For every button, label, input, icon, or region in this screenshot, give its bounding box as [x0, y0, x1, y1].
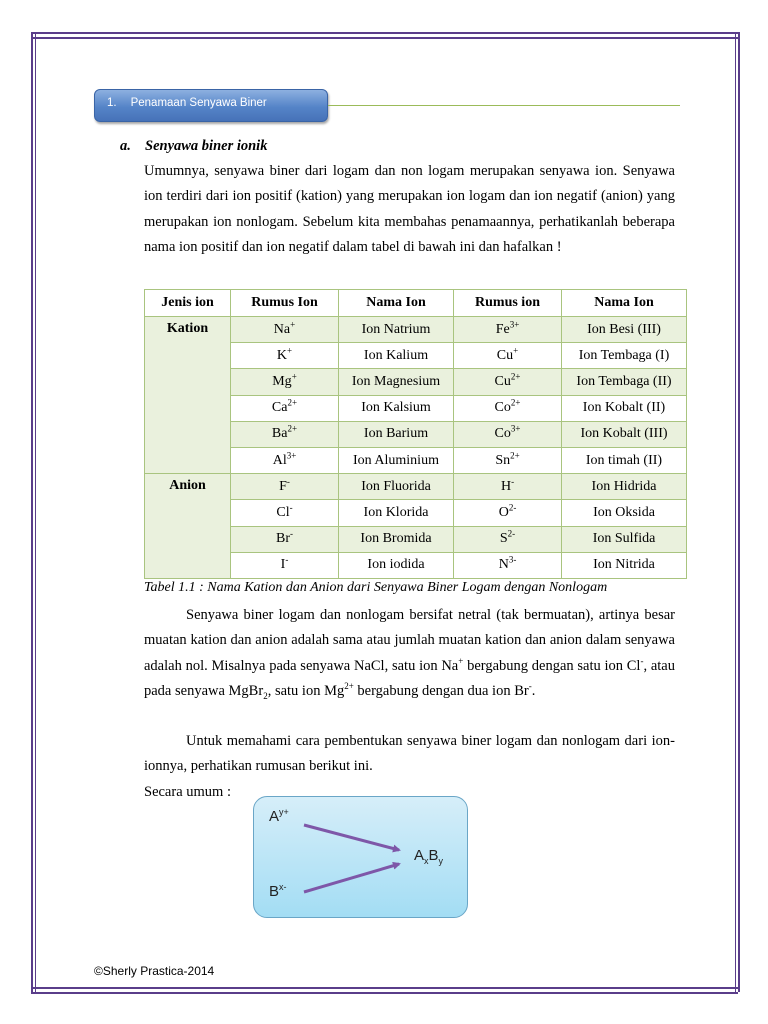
ion-charge: 2+ — [287, 397, 298, 408]
ion-charge: 2- — [507, 528, 516, 539]
ion-symbol: Br — [276, 531, 290, 547]
ion-symbol: Mg — [272, 373, 292, 389]
cation-symbol: A — [269, 808, 280, 825]
ion-formula — [454, 552, 562, 578]
ion-charge: 3+ — [510, 423, 521, 434]
ion-charge: 2- — [508, 502, 517, 513]
charge-sup: 2+ — [344, 681, 354, 692]
para-text: . — [531, 682, 536, 699]
ion-formula — [454, 343, 562, 369]
ion-name: Ion Besi (III) — [562, 317, 687, 343]
footer-copyright: ©Sherly Prastica-2014 — [94, 964, 215, 978]
ion-table-body — [145, 317, 687, 579]
para-text: , atau pada senyawa MgBr — [144, 657, 675, 699]
ion-name: Ion Tembaga (I) — [562, 343, 687, 369]
formation-paragraph: Untuk memahami cara pembentukan senyawa biner logam dan nonlogam dari ion-ionnya, perhatikan rumusan berikut ini. — [144, 733, 675, 775]
ion-name: Ion Natrium — [339, 317, 454, 343]
ion-name: Ion Hidrida — [562, 474, 687, 500]
section-title: Penamaan Senyawa Biner — [130, 97, 267, 109]
ion-group-label: Anion — [145, 474, 231, 579]
ion-charge: + — [290, 318, 296, 329]
ion-charge: 3+ — [286, 449, 297, 460]
ion-charge: - — [511, 476, 515, 487]
ion-formula — [231, 552, 339, 578]
ion-symbol: K — [276, 347, 288, 363]
table-header-row — [145, 290, 687, 317]
ion-name: Ion Klorida — [339, 500, 454, 526]
table-header: Rumus ion — [454, 290, 562, 317]
ion-group-label: Kation — [145, 317, 231, 474]
charge-sup: + — [458, 655, 464, 666]
section-rule — [328, 105, 680, 106]
section-heading — [94, 89, 328, 122]
ion-symbol: S — [499, 531, 508, 547]
ion-formula — [231, 474, 339, 500]
ion-formula — [454, 395, 562, 421]
product-b: B — [428, 847, 439, 864]
para-text: Senyawa biner logam dan nonlogam bersifat netral (tak bermuatan), artinya besar muatan kation dan anion adalah sama atau jumlah muatan kation dan anion dalam senyawa adalah nol. Misalnya pada senyawa NaCl, satu ion Na — [144, 607, 675, 674]
page-border-top — [31, 32, 738, 39]
ion-formula — [231, 343, 339, 369]
table-header: Nama Ion — [562, 290, 687, 317]
cation-label — [269, 808, 289, 825]
ion-formula — [231, 447, 339, 473]
subsection-label: a. — [120, 138, 131, 154]
charge-sup: - — [640, 655, 644, 666]
ion-charge: 3+ — [509, 318, 520, 329]
ion-charge: 2+ — [510, 371, 521, 382]
product-a-sub: x — [424, 856, 429, 866]
product-a: A — [414, 847, 425, 864]
table-caption: Tabel 1.1 : Nama Kation dan Anion dari Senyawa Biner Logam dengan Nonlogam — [144, 580, 608, 595]
table-header: Nama Ion — [339, 290, 454, 317]
ion-charge: 2+ — [510, 449, 520, 460]
formula-box — [253, 796, 468, 918]
subsection-title: Senyawa biner ionik — [145, 138, 268, 154]
ion-charge: - — [290, 528, 293, 539]
ion-symbol: O — [498, 504, 509, 520]
ion-formula — [454, 369, 562, 395]
product-b-sub: y — [438, 856, 444, 866]
ion-name: Ion timah (II) — [562, 447, 687, 473]
ion-name: Ion Sulfida — [562, 526, 687, 552]
ion-charge: - — [285, 554, 289, 565]
ion-formula — [454, 500, 562, 526]
intro-paragraph: Umumnya, senyawa biner dari logam dan non logam merupakan senyawa ion. Senyawa ion terdiri dari ion positif (kation) yang merupakan ion logam dan ion negatif (anion) yang merupakan ion nonlogam. Sebelum kita membahas penamaannya, perhatikanlah beberapa nama ion positif dan ion negatif dalam tabel di bawah ini dan hafalkan ! — [144, 163, 675, 255]
ion-name: Ion Oksida — [562, 500, 687, 526]
ion-symbol: F — [279, 478, 287, 494]
neutrality-paragraph — [144, 603, 675, 704]
page-border-bottom — [31, 987, 738, 994]
product-label — [414, 847, 443, 864]
ion-name: Ion Bromida — [339, 526, 454, 552]
ion-name: Ion Nitrida — [562, 552, 687, 578]
para-text: bergabung dengan dua ion Br — [353, 682, 529, 699]
table-header: Jenis ion — [145, 290, 231, 317]
ion-charge: 2+ — [287, 423, 298, 434]
ion-charge: - — [286, 476, 290, 487]
charge-sup: - — [528, 681, 532, 692]
ion-formula — [231, 369, 339, 395]
ion-name: Ion Kobalt (III) — [562, 421, 687, 447]
ion-symbol: Co — [494, 400, 511, 416]
page-border-left — [31, 32, 36, 992]
subsection-heading — [120, 138, 267, 155]
ion-charge: + — [287, 345, 293, 356]
ion-name: Ion iodida — [339, 552, 454, 578]
ion-charge: - — [289, 502, 293, 513]
ion-symbol: Al — [272, 452, 287, 468]
ion-table — [144, 289, 687, 579]
ion-name: Ion Kalsium — [339, 395, 454, 421]
ion-symbol: Fe — [495, 321, 510, 337]
ion-formula — [231, 317, 339, 343]
ion-symbol: N — [498, 557, 509, 573]
table-row — [145, 474, 687, 500]
ion-symbol: Cu — [494, 373, 511, 389]
ion-name: Ion Magnesium — [339, 369, 454, 395]
ion-name: Ion Tembaga (II) — [562, 369, 687, 395]
section-number: 1. — [107, 97, 117, 109]
ion-charge: 2+ — [510, 397, 521, 408]
ion-name: Ion Aluminium — [339, 447, 454, 473]
ion-symbol: Cl — [276, 504, 290, 520]
anion-label — [269, 883, 287, 900]
para-text: , satu ion Mg — [267, 682, 345, 699]
table-header: Rumus Ion — [231, 290, 339, 317]
ion-formula — [454, 474, 562, 500]
ion-symbol: Ba — [271, 426, 288, 442]
ion-formula — [454, 421, 562, 447]
cation-charge: y+ — [279, 807, 289, 817]
table-row — [145, 317, 687, 343]
ion-symbol: Na — [273, 321, 291, 337]
ion-formula — [231, 526, 339, 552]
ion-formula — [454, 447, 562, 473]
general-label: Secara umum : — [144, 784, 231, 800]
anion-charge: x- — [279, 882, 287, 892]
ion-name: Ion Kalium — [339, 343, 454, 369]
ion-charge: 3- — [508, 554, 517, 565]
ion-charge: + — [291, 371, 297, 382]
ion-formula — [231, 395, 339, 421]
ion-name: Ion Fluorida — [339, 474, 454, 500]
arrow-cation — [304, 825, 399, 850]
ion-symbol: H — [500, 478, 512, 494]
ion-formula — [454, 526, 562, 552]
ion-name: Ion Kobalt (II) — [562, 395, 687, 421]
subscript: 2 — [263, 690, 268, 701]
para-text: bergabung dengan satu ion Cl — [463, 657, 641, 674]
ion-charge: + — [513, 345, 519, 356]
anion-symbol: B — [269, 883, 280, 900]
page-border-right — [735, 32, 740, 992]
ion-name: Ion Barium — [339, 421, 454, 447]
ion-symbol: Co — [494, 426, 511, 442]
ion-formula — [454, 317, 562, 343]
ion-symbol: Ca — [271, 400, 288, 416]
ion-formula — [231, 500, 339, 526]
ion-symbol: Sn — [495, 452, 511, 468]
ion-symbol: Cu — [496, 347, 514, 363]
ion-formula — [231, 421, 339, 447]
ion-symbol: I — [280, 557, 286, 573]
arrow-anion — [304, 864, 399, 892]
